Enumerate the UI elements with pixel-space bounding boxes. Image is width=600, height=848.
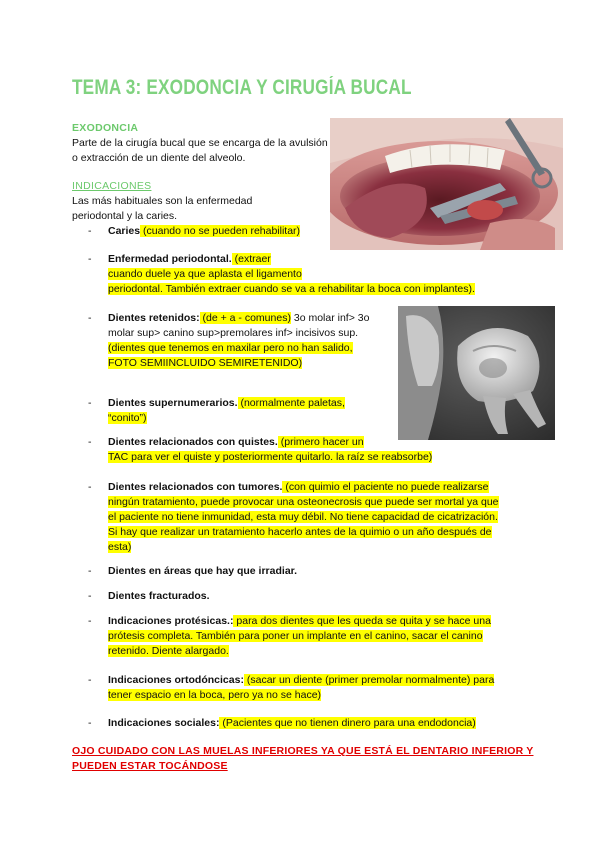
list-item-note: esta) bbox=[108, 541, 132, 553]
list-item-note: (con quimio el paciente no puede realizarse bbox=[282, 481, 489, 493]
list-item-note: tener espacio en la boca, pero ya no se hace) bbox=[108, 689, 322, 701]
list-bullet: - bbox=[88, 590, 92, 602]
indicaciones-intro: Las más habituales son la enfermedad periodontal y la caries. bbox=[72, 195, 253, 222]
exodoncia-definition: Parte de la cirugía bucal que se encarga de la avulsión o extracción de un diente del alveolo. bbox=[72, 137, 328, 164]
list-item-note-tail: 3o molar inf> 3o bbox=[290, 312, 370, 324]
list-bullet: - bbox=[88, 312, 92, 324]
list-item-note: molar sup> canino sup>premolares inf> incisivos sup. bbox=[108, 327, 359, 339]
list-item-note: TAC para ver el quiste y posteriormente quitarlo. la raíz se reabsorbe) bbox=[108, 451, 433, 463]
list-item-text bbox=[108, 589, 528, 604]
warning-note: OJO CUIDADO CON LAS MUELAS INFERIORES YA QUE ESTÁ EL DENTARIO INFERIOR Y PUEDEN ESTAR TOCÁNDOSE bbox=[72, 745, 534, 772]
list-bullet: - bbox=[88, 565, 92, 577]
list-bullet: - bbox=[88, 397, 92, 409]
list-bullet: - bbox=[88, 615, 92, 627]
list-item-text bbox=[108, 614, 528, 659]
list-item-text bbox=[108, 480, 528, 555]
list-item-note: (normalmente paletas, bbox=[237, 397, 345, 409]
list-item-text bbox=[108, 435, 468, 465]
impacted-molar-xray bbox=[398, 306, 555, 440]
list-item-note: (cuando no se pueden rehabilitar) bbox=[140, 225, 301, 237]
list-item-title: Indicaciones ortodóncicas: bbox=[108, 674, 244, 686]
list-item-text bbox=[108, 311, 388, 371]
list-item-note: para dos dientes que les queda se quita y se hace una bbox=[233, 615, 491, 627]
list-item-title: Dientes supernumerarios. bbox=[108, 397, 238, 409]
list-item-title: Enfermedad periodontal. bbox=[108, 253, 232, 265]
list-item-note: (extraer bbox=[231, 253, 271, 265]
list-bullet: - bbox=[88, 481, 92, 493]
list-item-text bbox=[108, 716, 528, 731]
list-item-note: prótesis completa. También para poner un implante en el canino, sacar el canino bbox=[108, 630, 483, 642]
list-item-title: Dientes en áreas que hay que irradiar. bbox=[108, 565, 298, 577]
list-item-title: Indicaciones sociales: bbox=[108, 717, 220, 729]
list-item-note: el paciente no tiene inmunidad, esta muy débil. No tiene capacidad de cicatrización. bbox=[108, 511, 498, 523]
list-item-note: “conito”) bbox=[108, 412, 147, 424]
list-bullet: - bbox=[88, 674, 92, 686]
list-bullet: - bbox=[88, 253, 92, 265]
list-item-title: Dientes retenidos: bbox=[108, 312, 200, 324]
list-item-note: retenido. Diente alargado. bbox=[108, 645, 229, 657]
list-item-text bbox=[108, 673, 528, 703]
list-item-title: Dientes relacionados con tumores. bbox=[108, 481, 283, 493]
section-heading-exodoncia: EXODONCIA bbox=[72, 122, 139, 134]
list-item-note: (dientes que tenemos en maxilar pero no han salido, bbox=[108, 342, 353, 354]
list-item-text bbox=[108, 396, 368, 426]
list-item-note: cuando duele ya que aplasta el ligamento bbox=[108, 268, 302, 280]
list-item-text bbox=[108, 252, 508, 297]
list-item-title: Caries bbox=[108, 225, 141, 237]
list-item-note: (de + a - comunes) bbox=[199, 312, 291, 324]
list-item-title: Indicaciones protésicas.: bbox=[108, 615, 234, 627]
list-item-note: Si hay que realizar un tratamiento hacerlo antes de la quimio o un año después de bbox=[108, 526, 492, 538]
list-item-note: periodontal. También extraer cuando se va a rehabilitar la boca con implantes). bbox=[108, 283, 475, 295]
section-heading-indicaciones: INDICACIONES bbox=[72, 180, 152, 192]
page-title: TEMA 3: EXODONCIA Y CIRUGÍA BUCAL bbox=[72, 76, 412, 99]
list-item-text bbox=[108, 564, 528, 579]
list-item-title: Dientes relacionados con quistes. bbox=[108, 436, 278, 448]
list-bullet: - bbox=[88, 225, 92, 237]
list-item-note: FOTO SEMIINCLUIDO SEMIRETENIDO) bbox=[108, 357, 303, 369]
list-item-note: (primero hacer un bbox=[277, 436, 364, 448]
list-item-text bbox=[108, 224, 528, 239]
list-item-title: Dientes fracturados. bbox=[108, 590, 210, 602]
list-bullet: - bbox=[88, 436, 92, 448]
list-item-note: ningún tratamiento, puede provocar una osteonecrosis que puede ser mortal ya que bbox=[108, 496, 499, 508]
list-item-note: (Pacientes que no tienen dinero para una endodoncia) bbox=[219, 717, 476, 729]
list-item-note: (sacar un diente (primer premolar normalmente) para bbox=[243, 674, 495, 686]
list-bullet: - bbox=[88, 717, 92, 729]
